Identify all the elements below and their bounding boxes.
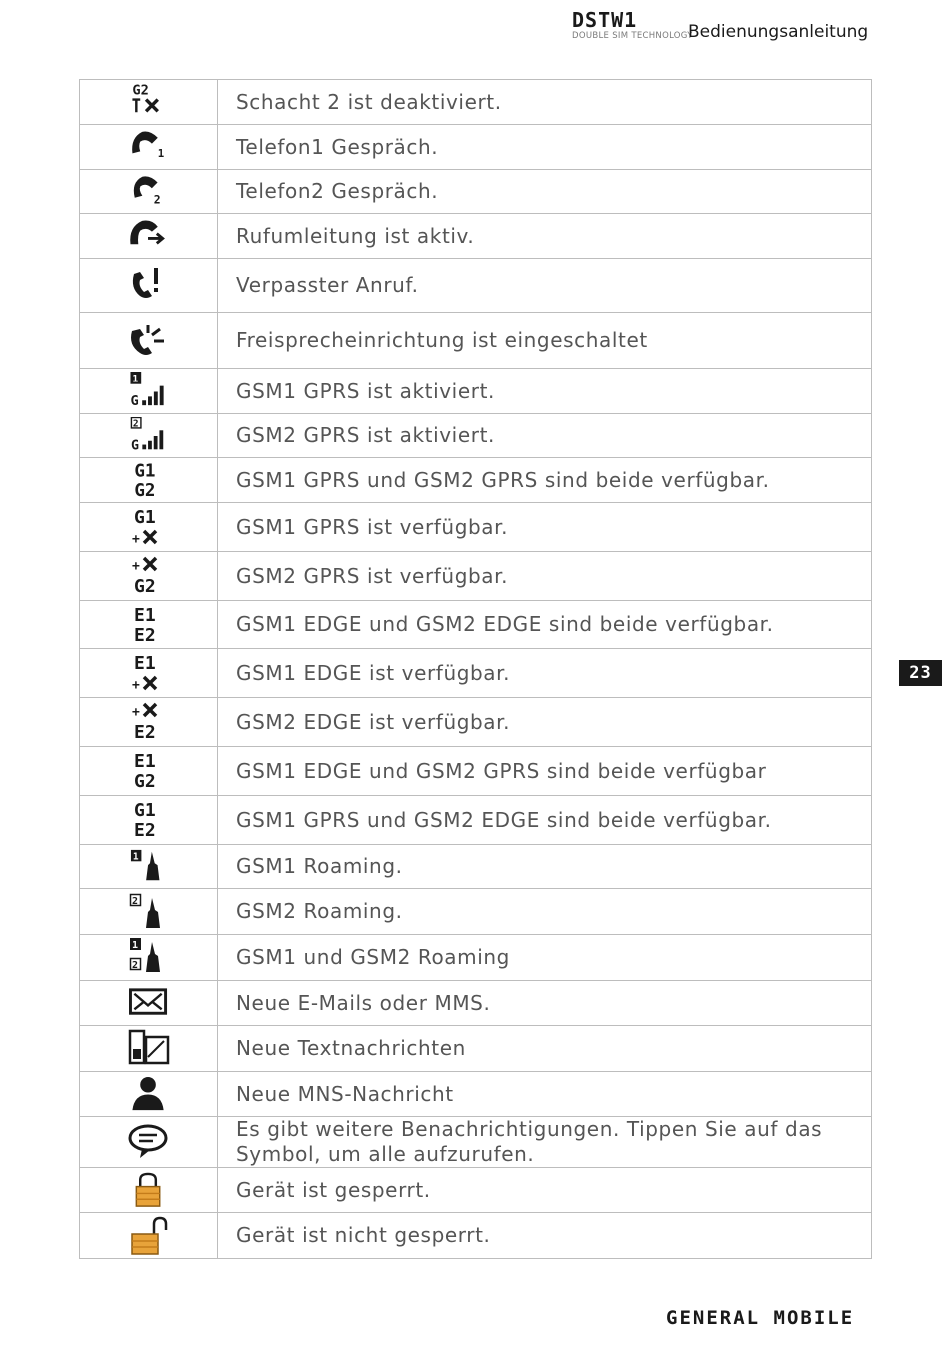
phone1-call-icon [128,128,170,167]
description-cell: GSM1 EDGE und GSM2 GPRS sind beide verfügbar [218,747,872,796]
description-cell: GSM2 EDGE ist verfügbar. [218,698,872,747]
icon-cell [80,458,218,503]
text-message-icon [128,1029,170,1069]
table-row [80,747,872,796]
svg-text:E1: E1 [133,751,156,772]
table-row [80,1168,872,1213]
page-title: Bedienungsanleitung [688,22,869,42]
svg-text:G2: G2 [133,480,156,500]
table-row [80,796,872,845]
icon-cell [80,125,218,170]
phone2-call-icon [128,173,170,211]
icon-cell [80,1117,218,1168]
table-row [80,552,872,601]
icon-cell [80,935,218,981]
gsm1-roaming-icon [128,848,170,886]
table-row [80,845,872,889]
icon-cell [80,259,218,313]
svg-text:1: 1 [131,939,138,951]
svg-text:G1: G1 [133,461,156,482]
description-cell: Gerät ist gesperrt. [218,1168,872,1213]
svg-text:+: + [131,559,140,574]
icon-cell [80,414,218,458]
description-cell: Rufumleitung ist aktiv. [218,214,872,259]
mns-person-icon [128,1075,170,1114]
svg-text:G: G [129,392,139,409]
table-row [80,80,872,125]
e1-g2-icon [128,751,170,791]
svg-text:2: 2 [131,959,138,971]
svg-text:G1: G1 [133,507,156,528]
speech-bubble-icon [128,1122,170,1162]
description-cell: Neue MNS-Nachricht [218,1072,872,1117]
svg-text:E1: E1 [133,653,156,674]
table-row [80,259,872,313]
gsm1-gsm2-roaming-icon [128,938,170,978]
description-cell: Telefon2 Gespräch. [218,170,872,214]
icon-cell [80,214,218,259]
call-forward-icon [128,217,170,256]
svg-text:G2: G2 [133,771,156,791]
icon-cell [80,552,218,601]
description-cell: Schacht 2 ist deaktiviert. [218,80,872,125]
svg-text:2: 2 [132,418,139,429]
table-row [80,214,872,259]
footer-brand: GENERAL MOBILE [666,1307,855,1329]
g1-x-icon [128,507,170,547]
description-cell: Es gibt weitere Benachrichtigungen. Tippen Sie auf das Symbol, um alle aufzurufen. [218,1117,872,1168]
svg-text:G: G [130,437,139,453]
page-number-tab: 23 [899,660,942,686]
brand-tagline: DOUBLE SIM TECHNOLOGY [572,31,693,41]
table-row [80,698,872,747]
table-row [80,125,872,170]
svg-text:+: + [131,705,140,720]
table-row [80,1213,872,1259]
table-row [80,935,872,981]
table-row [80,313,872,369]
icon-cell [80,1168,218,1213]
e1-x-icon [128,653,170,693]
description-cell: GSM1 GPRS ist aktiviert. [218,369,872,414]
lock-open-icon [128,1216,170,1256]
icon-cell [80,796,218,845]
svg-text:1: 1 [157,146,164,160]
icon-cell [80,981,218,1026]
svg-text:E2: E2 [133,624,156,645]
sim2-disabled-icon [128,83,170,122]
table-row [80,1026,872,1072]
x-g2-icon [128,556,170,596]
table-row [80,649,872,698]
gsm1-gprs-signal-icon [128,372,170,411]
email-mms-icon [128,984,170,1023]
description-cell: GSM1 Roaming. [218,845,872,889]
table-row [80,503,872,552]
table-row [80,458,872,503]
description-cell: GSM2 Roaming. [218,889,872,935]
icon-cell [80,369,218,414]
svg-text:2: 2 [153,191,161,206]
icon-cell [80,845,218,889]
svg-text:2: 2 [131,895,138,907]
icon-cell [80,80,218,125]
description-cell: Neue E-Mails oder MMS. [218,981,872,1026]
gsm2-gprs-signal-icon [128,417,170,455]
description-cell: GSM1 und GSM2 Roaming [218,935,872,981]
icon-cell [80,649,218,698]
description-cell: Gerät ist nicht gesperrt. [218,1213,872,1259]
svg-text:1: 1 [132,850,139,862]
table-row [80,170,872,214]
speakerphone-icon [128,321,170,361]
svg-text:G2: G2 [131,82,149,99]
description-cell: GSM2 GPRS ist verfügbar. [218,552,872,601]
description-cell: GSM1 EDGE und GSM2 EDGE sind beide verfügbar. [218,601,872,649]
icon-cell [80,503,218,552]
table-row [80,414,872,458]
icon-cell [80,313,218,369]
description-cell: GSM1 EDGE ist verfügbar. [218,649,872,698]
description-cell: Verpasster Anruf. [218,259,872,313]
lock-closed-icon [128,1171,170,1210]
icon-cell [80,747,218,796]
description-cell: GSM1 GPRS ist verfügbar. [218,503,872,552]
icon-cell [80,601,218,649]
icon-legend-table [79,79,872,1259]
description-cell: GSM2 GPRS ist aktiviert. [218,414,872,458]
svg-text:G1: G1 [133,800,156,821]
description-cell: GSM1 GPRS und GSM2 EDGE sind beide verfügbar. [218,796,872,845]
icon-cell [80,889,218,935]
description-cell: Telefon1 Gespräch. [218,125,872,170]
g1-g2-icon [128,461,170,500]
svg-text:+: + [131,532,140,547]
brand-logo: DSTW1 [572,8,638,32]
icon-cell [80,698,218,747]
svg-text:G2: G2 [133,576,156,596]
svg-text:E2: E2 [133,722,156,742]
e1-e2-icon [128,605,170,645]
table-row [80,981,872,1026]
description-cell: GSM1 GPRS und GSM2 GPRS sind beide verfügbar. [218,458,872,503]
description-cell: Freisprecheinrichtung ist eingeschaltet [218,313,872,369]
svg-text:1: 1 [131,373,138,385]
icon-cell [80,1213,218,1259]
description-cell: Neue Textnachrichten [218,1026,872,1072]
icon-cell [80,1072,218,1117]
table-row [80,889,872,935]
icon-cell [80,1026,218,1072]
svg-text:E1: E1 [133,604,156,626]
table-row [80,1117,872,1168]
g1-e2-icon [128,800,170,840]
icon-cell [80,170,218,214]
table-row [80,369,872,414]
svg-text:+: + [131,678,140,693]
svg-text:E2: E2 [133,820,156,840]
table-row [80,1072,872,1117]
gsm2-roaming-icon [128,892,170,932]
table-row [80,601,872,649]
x-e2-icon [128,702,170,742]
missed-call-icon [128,266,170,306]
